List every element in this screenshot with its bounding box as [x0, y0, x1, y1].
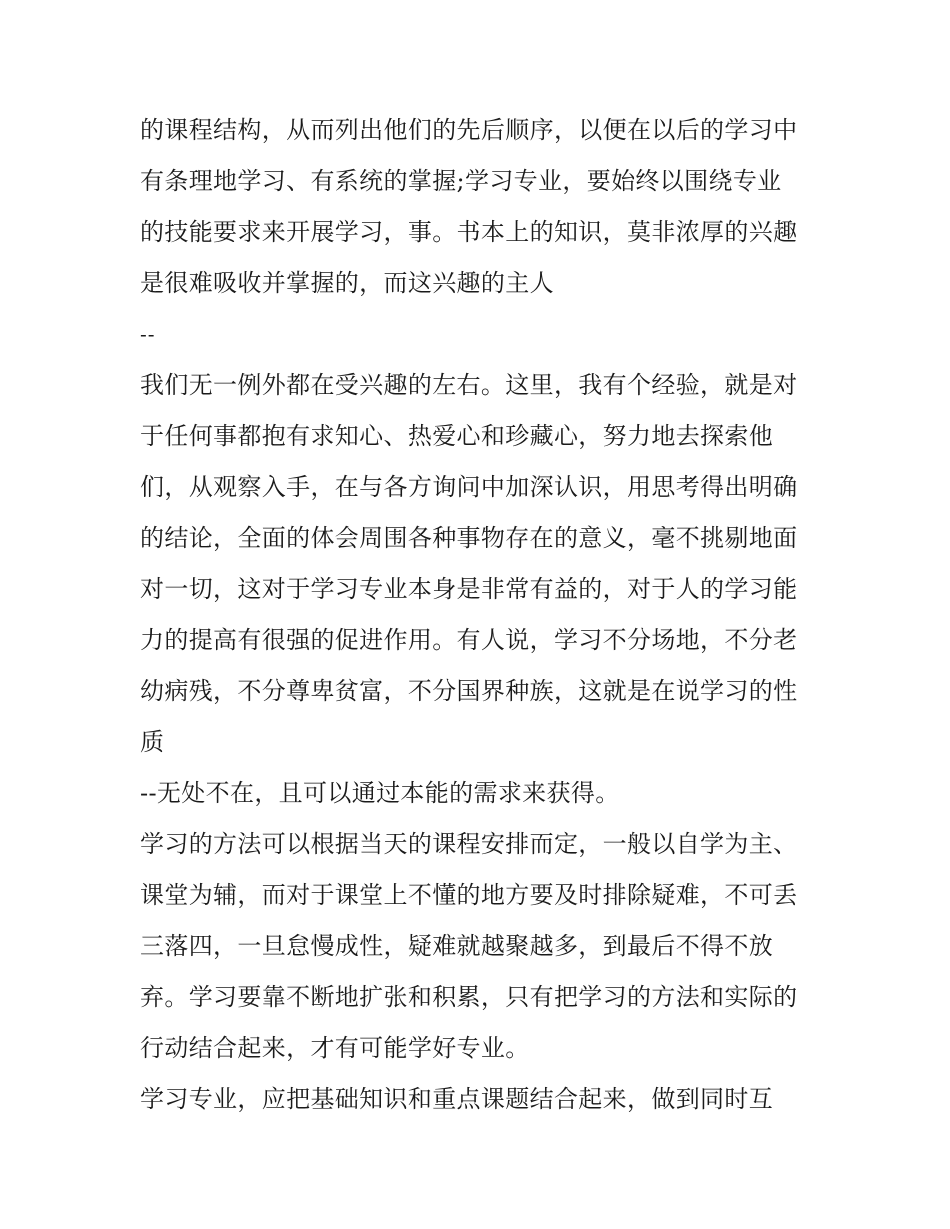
document-body: [140, 105, 830, 1125]
text-line: 对一切，这对于学习专业本身是非常有益的，对于人的学习能: [140, 575, 798, 603]
separator-dashes: --: [140, 322, 156, 346]
text-line: 的课程结构，从而列出他们的先后顺序，以便在以后的学习中: [140, 116, 798, 144]
text-line: 学习的方法可以根据当天的课程安排而定，一般以自学为主、: [140, 830, 798, 858]
text-line: 的技能要求来开展学习，事。书本上的知识，莫非浓厚的兴趣: [140, 218, 798, 246]
text-line: 我们无一例外都在受兴趣的左右。这里，我有个经验，就是对: [140, 371, 798, 399]
text-line: 有条理地学习、有系统的掌握;学习专业，要始终以围绕专业: [140, 167, 782, 195]
text-line: 力的提高有很强的促进作用。有人说，学习不分场地，不分老: [140, 626, 798, 654]
text-line: 三落四，一旦怠慢成性，疑难就越聚越多，到最后不得不放: [140, 932, 774, 960]
text-line: --无处不在，且可以通过本能的需求来获得。: [140, 779, 620, 807]
text-line: 于任何事都抱有求知心、热爱心和珍藏心，努力地去探索他: [140, 422, 774, 450]
text-line: 幼病残，不分尊卑贫富，不分国界种族，这就是在说学习的性: [140, 677, 798, 705]
text-line: 的结论，全面的体会周围各种事物存在的意义，毫不挑剔地面: [140, 524, 798, 552]
text-line: 课堂为辅，而对于课堂上不懂的地方要及时排除疑难，不可丢: [140, 881, 798, 909]
text-line: 质: [140, 728, 165, 756]
text-line: 行动结合起来，才有可能学好专业。: [140, 1034, 530, 1062]
text-line: 学习专业，应把基础知识和重点课题结合起来，做到同时互: [140, 1085, 774, 1113]
text-line: 弃。学习要靠不断地扩张和积累，只有把学习的方法和实际的: [140, 983, 798, 1011]
text-line: 是很难吸收并掌握的，而这兴趣的主人: [140, 269, 554, 297]
text-line: 们，从观察入手，在与各方询问中加深认识，用思考得出明确: [140, 473, 798, 501]
